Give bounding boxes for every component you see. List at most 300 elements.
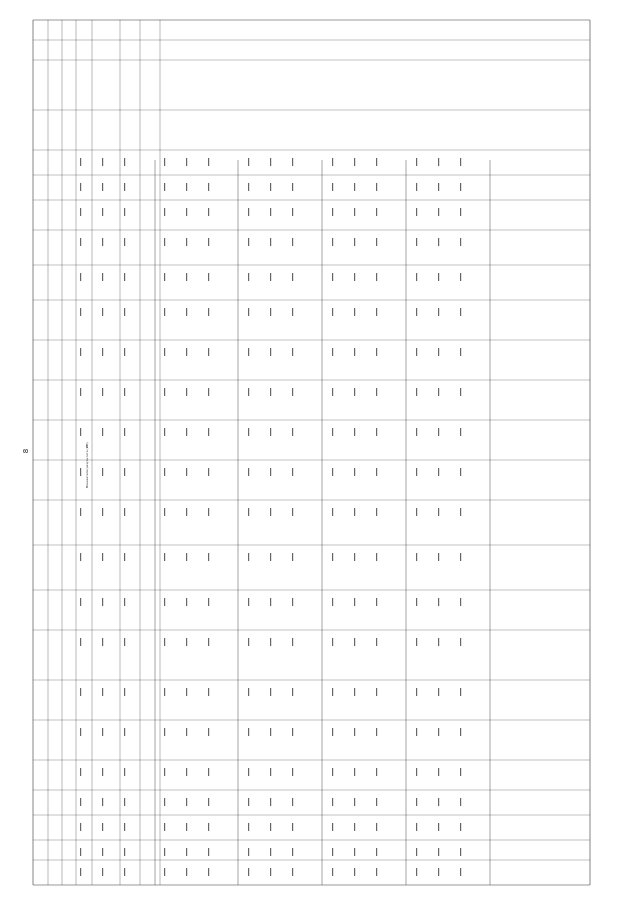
cell-text-mark xyxy=(164,158,165,166)
cell-text-mark xyxy=(332,158,333,166)
cell-text-mark xyxy=(376,158,377,166)
cell-text-mark xyxy=(270,273,271,281)
cell-text-mark xyxy=(164,598,165,606)
cell-text-mark xyxy=(354,768,355,776)
cell-text-mark xyxy=(376,768,377,776)
cell-text-mark xyxy=(186,848,187,856)
page-number: 8 xyxy=(22,448,31,454)
cell-text-mark xyxy=(186,428,187,436)
cell-text-mark xyxy=(102,208,103,216)
cell-text-mark xyxy=(376,598,377,606)
cell-text-mark xyxy=(80,848,81,856)
cell-text-mark xyxy=(80,348,81,356)
cell-text-mark xyxy=(416,428,417,436)
cell-text-mark xyxy=(292,638,293,646)
cell-text-mark xyxy=(292,598,293,606)
cell-text-mark xyxy=(460,468,461,476)
cell-text-mark xyxy=(270,183,271,191)
cell-text-mark xyxy=(376,868,377,876)
cell-text-mark xyxy=(376,308,377,316)
cell-text-mark xyxy=(102,638,103,646)
cell-text-mark xyxy=(292,848,293,856)
cell-text-mark xyxy=(80,508,81,516)
cell-text-mark xyxy=(460,183,461,191)
cell-text-mark xyxy=(80,553,81,561)
cell-text-mark xyxy=(80,238,81,246)
cell-text-mark xyxy=(416,768,417,776)
cell-text-mark xyxy=(270,798,271,806)
cell-text-mark xyxy=(124,428,125,436)
cell-text-mark xyxy=(270,208,271,216)
cell-text-mark xyxy=(124,768,125,776)
cell-text-mark xyxy=(292,273,293,281)
cell-text-mark xyxy=(164,768,165,776)
cell-text-mark xyxy=(416,848,417,856)
cell-text-mark xyxy=(102,348,103,356)
cell-text-mark xyxy=(438,823,439,831)
cell-text-mark xyxy=(208,798,209,806)
cell-text-mark xyxy=(332,428,333,436)
cell-text-mark xyxy=(416,868,417,876)
cell-text-mark xyxy=(460,308,461,316)
cell-text-mark xyxy=(164,208,165,216)
cell-text-mark xyxy=(460,158,461,166)
cell-text-mark xyxy=(248,158,249,166)
cell-text-mark xyxy=(292,238,293,246)
cell-text-mark xyxy=(208,468,209,476)
cell-text-mark xyxy=(354,428,355,436)
cell-text-mark xyxy=(186,823,187,831)
cell-text-mark xyxy=(248,308,249,316)
cell-text-mark xyxy=(460,798,461,806)
cell-text-mark xyxy=(164,428,165,436)
cell-text-mark xyxy=(438,468,439,476)
cell-text-mark xyxy=(376,428,377,436)
cell-text-mark xyxy=(248,728,249,736)
cell-text-mark xyxy=(354,728,355,736)
cell-text-mark xyxy=(354,688,355,696)
cell-text-mark xyxy=(354,308,355,316)
cell-text-mark xyxy=(292,553,293,561)
cell-text-mark xyxy=(208,508,209,516)
cell-text-mark xyxy=(354,598,355,606)
cell-text-mark xyxy=(80,273,81,281)
cell-text-mark xyxy=(208,598,209,606)
cell-text-mark xyxy=(354,273,355,281)
cell-text-mark xyxy=(354,823,355,831)
cell-text-mark xyxy=(460,823,461,831)
cell-text-mark xyxy=(208,688,209,696)
cell-text-mark xyxy=(438,798,439,806)
cell-text-mark xyxy=(438,638,439,646)
cell-text-mark xyxy=(332,798,333,806)
cell-text-mark xyxy=(438,508,439,516)
cell-text-mark xyxy=(376,638,377,646)
cell-text-mark xyxy=(248,183,249,191)
cell-text-mark xyxy=(292,348,293,356)
cell-text-mark xyxy=(438,308,439,316)
cell-text-mark xyxy=(208,183,209,191)
cell-text-mark xyxy=(460,598,461,606)
cell-text-mark xyxy=(270,598,271,606)
cell-text-mark xyxy=(208,553,209,561)
cell-text-mark xyxy=(416,273,417,281)
cell-text-mark xyxy=(80,768,81,776)
cell-text-mark xyxy=(164,388,165,396)
cell-text-mark xyxy=(332,823,333,831)
cell-text-mark xyxy=(80,823,81,831)
cell-text-mark xyxy=(416,468,417,476)
cell-text-mark xyxy=(186,238,187,246)
cell-text-mark xyxy=(332,768,333,776)
cell-text-mark xyxy=(248,768,249,776)
cell-text-mark xyxy=(354,508,355,516)
cell-text-mark xyxy=(80,868,81,876)
cell-text-mark xyxy=(332,238,333,246)
cell-text-mark xyxy=(248,598,249,606)
cell-text-mark xyxy=(164,508,165,516)
cell-text-mark xyxy=(292,508,293,516)
cell-text-mark xyxy=(416,798,417,806)
cell-text-mark xyxy=(80,308,81,316)
cell-text-mark xyxy=(124,308,125,316)
cell-text-mark xyxy=(270,728,271,736)
cell-text-mark xyxy=(332,348,333,356)
cell-text-mark xyxy=(208,823,209,831)
cell-text-mark xyxy=(80,798,81,806)
cell-text-mark xyxy=(164,688,165,696)
cell-text-mark xyxy=(376,553,377,561)
cell-text-mark xyxy=(186,273,187,281)
cell-text-mark xyxy=(460,638,461,646)
cell-text-mark xyxy=(248,638,249,646)
cell-text-mark xyxy=(270,768,271,776)
cell-text-mark xyxy=(124,388,125,396)
cell-text-mark xyxy=(186,688,187,696)
cell-text-mark xyxy=(416,388,417,396)
cell-text-mark xyxy=(438,273,439,281)
cell-text-mark xyxy=(270,158,271,166)
cell-text-mark xyxy=(416,208,417,216)
cell-text-mark xyxy=(376,208,377,216)
cell-text-mark xyxy=(270,468,271,476)
cell-text-mark xyxy=(416,688,417,696)
cell-text-mark xyxy=(248,468,249,476)
cell-text-mark xyxy=(124,238,125,246)
cell-text-mark xyxy=(124,273,125,281)
cell-text-mark xyxy=(416,308,417,316)
cell-text-mark xyxy=(292,208,293,216)
cell-text-mark xyxy=(102,553,103,561)
cell-text-mark xyxy=(416,158,417,166)
cell-text-mark xyxy=(460,273,461,281)
cell-text-mark xyxy=(80,638,81,646)
cell-text-mark xyxy=(248,428,249,436)
cell-text-mark xyxy=(270,508,271,516)
cell-text-mark xyxy=(376,238,377,246)
cell-text-mark xyxy=(270,848,271,856)
cell-text-mark xyxy=(80,208,81,216)
table-grid xyxy=(33,20,590,885)
cell-text-mark xyxy=(332,208,333,216)
cell-text-mark xyxy=(376,728,377,736)
cell-text-mark xyxy=(332,388,333,396)
cell-text-mark xyxy=(270,823,271,831)
cell-text-mark xyxy=(124,508,125,516)
cell-text-mark xyxy=(208,728,209,736)
cell-text-mark xyxy=(208,428,209,436)
cell-text-mark xyxy=(248,798,249,806)
cell-text-mark xyxy=(376,508,377,516)
cell-text-mark xyxy=(438,598,439,606)
cell-text-mark xyxy=(376,688,377,696)
cell-text-mark xyxy=(376,388,377,396)
cell-text-mark xyxy=(164,638,165,646)
cell-text-mark xyxy=(164,868,165,876)
cell-text-mark xyxy=(416,823,417,831)
cell-text-mark xyxy=(332,868,333,876)
cell-text-mark xyxy=(332,553,333,561)
cell-text-mark xyxy=(460,208,461,216)
cell-text-mark xyxy=(208,158,209,166)
cell-text-mark xyxy=(80,428,81,436)
cell-text-mark xyxy=(186,388,187,396)
cell-text-mark xyxy=(460,553,461,561)
cell-text-mark xyxy=(332,273,333,281)
cell-text-mark xyxy=(438,688,439,696)
cell-text-mark xyxy=(80,688,81,696)
cell-text-mark xyxy=(292,308,293,316)
cell-text-mark xyxy=(124,823,125,831)
cell-text-mark xyxy=(270,238,271,246)
cell-text-mark xyxy=(438,768,439,776)
cell-text-mark xyxy=(102,598,103,606)
cell-text-mark xyxy=(102,468,103,476)
cell-text-mark xyxy=(460,728,461,736)
cell-text-mark xyxy=(460,688,461,696)
cell-text-mark xyxy=(354,468,355,476)
cell-text-mark xyxy=(164,823,165,831)
cell-text-mark xyxy=(270,388,271,396)
cell-text-mark xyxy=(438,728,439,736)
cell-text-mark xyxy=(208,848,209,856)
cell-text-mark xyxy=(102,508,103,516)
cell-text-mark xyxy=(208,868,209,876)
cell-text-mark xyxy=(270,553,271,561)
cell-text-mark xyxy=(102,728,103,736)
cell-text-mark xyxy=(124,798,125,806)
cell-text-mark xyxy=(460,238,461,246)
cell-text-mark xyxy=(102,388,103,396)
cell-text-mark xyxy=(438,158,439,166)
cell-text-mark xyxy=(376,468,377,476)
cell-text-mark xyxy=(354,158,355,166)
cell-text-mark xyxy=(186,508,187,516)
cell-text-mark xyxy=(354,348,355,356)
cell-text-mark xyxy=(80,158,81,166)
cell-text-mark xyxy=(186,208,187,216)
cell-text-mark xyxy=(270,308,271,316)
cell-text-mark xyxy=(186,638,187,646)
cell-text-mark xyxy=(186,468,187,476)
cell-text-mark xyxy=(438,848,439,856)
cell-text-mark xyxy=(208,208,209,216)
cell-text-mark xyxy=(124,638,125,646)
cell-text-mark xyxy=(248,688,249,696)
cell-text-mark xyxy=(208,768,209,776)
cell-text-mark xyxy=(102,768,103,776)
cell-text-mark xyxy=(354,208,355,216)
cell-text-mark xyxy=(102,183,103,191)
cell-text-mark xyxy=(332,598,333,606)
cell-text-mark xyxy=(248,508,249,516)
table-cell-marks xyxy=(80,158,461,876)
cell-text-mark xyxy=(438,183,439,191)
cell-text-mark xyxy=(270,688,271,696)
cell-text-mark xyxy=(332,183,333,191)
cell-text-mark xyxy=(460,848,461,856)
cell-text-mark xyxy=(164,798,165,806)
cell-text-mark xyxy=(354,798,355,806)
cell-text-mark xyxy=(164,728,165,736)
cell-text-mark xyxy=(186,553,187,561)
cell-text-mark xyxy=(416,638,417,646)
cell-text-mark xyxy=(80,183,81,191)
cell-text-mark xyxy=(292,183,293,191)
cell-text-mark xyxy=(438,208,439,216)
cell-text-mark xyxy=(124,208,125,216)
cell-text-mark xyxy=(416,183,417,191)
cell-text-mark xyxy=(332,308,333,316)
cell-text-mark xyxy=(438,388,439,396)
cell-text-mark xyxy=(354,848,355,856)
cell-text-mark xyxy=(332,728,333,736)
cell-text-mark xyxy=(80,388,81,396)
cell-text-mark xyxy=(186,308,187,316)
cell-text-mark xyxy=(292,428,293,436)
cell-text-mark xyxy=(124,183,125,191)
cell-text-mark xyxy=(438,348,439,356)
cell-text-mark xyxy=(270,428,271,436)
cell-text-mark xyxy=(354,238,355,246)
cell-text-mark xyxy=(460,348,461,356)
cell-text-mark xyxy=(292,768,293,776)
cell-text-mark xyxy=(102,308,103,316)
cell-text-mark xyxy=(248,388,249,396)
cell-text-mark xyxy=(248,208,249,216)
cell-text-mark xyxy=(438,553,439,561)
cell-text-mark xyxy=(164,468,165,476)
cell-text-mark xyxy=(416,553,417,561)
cell-text-mark xyxy=(102,273,103,281)
cell-text-mark xyxy=(208,638,209,646)
cell-text-mark xyxy=(164,848,165,856)
cell-text-mark xyxy=(292,823,293,831)
cell-text-mark xyxy=(102,798,103,806)
cell-text-mark xyxy=(416,238,417,246)
cell-text-mark xyxy=(460,868,461,876)
cell-text-mark xyxy=(186,158,187,166)
cell-text-mark xyxy=(208,308,209,316)
cell-text-mark xyxy=(208,238,209,246)
cell-text-mark xyxy=(248,273,249,281)
cell-text-mark xyxy=(416,728,417,736)
cell-text-mark xyxy=(354,868,355,876)
cell-text-mark xyxy=(354,183,355,191)
cell-text-mark xyxy=(416,348,417,356)
cell-text-mark xyxy=(164,348,165,356)
cell-text-mark xyxy=(124,553,125,561)
cell-text-mark xyxy=(248,348,249,356)
cell-text-mark xyxy=(124,848,125,856)
cell-text-mark xyxy=(208,388,209,396)
cell-text-mark xyxy=(248,238,249,246)
cell-text-mark xyxy=(102,848,103,856)
cell-text-mark xyxy=(102,158,103,166)
cell-text-mark xyxy=(270,868,271,876)
cell-text-mark xyxy=(376,848,377,856)
cell-text-mark xyxy=(124,158,125,166)
cell-text-mark xyxy=(270,348,271,356)
cell-text-mark xyxy=(102,238,103,246)
cell-text-mark xyxy=(376,183,377,191)
cell-text-mark xyxy=(186,183,187,191)
cell-text-mark xyxy=(164,308,165,316)
cell-text-mark xyxy=(376,273,377,281)
cell-text-mark xyxy=(186,768,187,776)
cell-text-mark xyxy=(124,868,125,876)
cell-text-mark xyxy=(102,428,103,436)
cell-text-mark xyxy=(460,508,461,516)
cell-text-mark xyxy=(124,688,125,696)
cell-text-mark xyxy=(332,688,333,696)
cell-text-mark xyxy=(292,868,293,876)
cell-text-mark xyxy=(124,728,125,736)
cell-text-mark xyxy=(354,638,355,646)
cell-text-mark xyxy=(186,348,187,356)
cell-text-mark xyxy=(80,468,81,476)
cell-text-mark xyxy=(124,468,125,476)
cell-text-mark xyxy=(270,638,271,646)
cell-text-mark xyxy=(292,468,293,476)
cell-text-mark xyxy=(80,728,81,736)
cell-text-mark xyxy=(292,798,293,806)
cell-text-mark xyxy=(416,508,417,516)
cell-text-mark xyxy=(460,388,461,396)
cell-text-mark xyxy=(332,468,333,476)
cell-text-mark xyxy=(124,598,125,606)
cell-text-mark xyxy=(292,158,293,166)
cell-text-mark xyxy=(186,598,187,606)
cell-text-mark xyxy=(208,348,209,356)
cell-text-mark xyxy=(102,823,103,831)
cell-text-mark xyxy=(354,553,355,561)
cell-text-mark xyxy=(332,508,333,516)
cell-text-mark xyxy=(248,848,249,856)
cell-text-mark xyxy=(186,798,187,806)
cell-text-mark xyxy=(124,348,125,356)
cell-text-mark xyxy=(102,688,103,696)
cell-text-mark xyxy=(102,868,103,876)
cell-text-mark xyxy=(248,868,249,876)
cell-text-mark xyxy=(292,388,293,396)
cell-text-mark xyxy=(164,553,165,561)
cell-text-mark xyxy=(376,823,377,831)
cell-text-mark xyxy=(248,823,249,831)
cell-text-mark xyxy=(186,728,187,736)
cell-text-mark xyxy=(164,273,165,281)
cell-text-mark xyxy=(460,768,461,776)
